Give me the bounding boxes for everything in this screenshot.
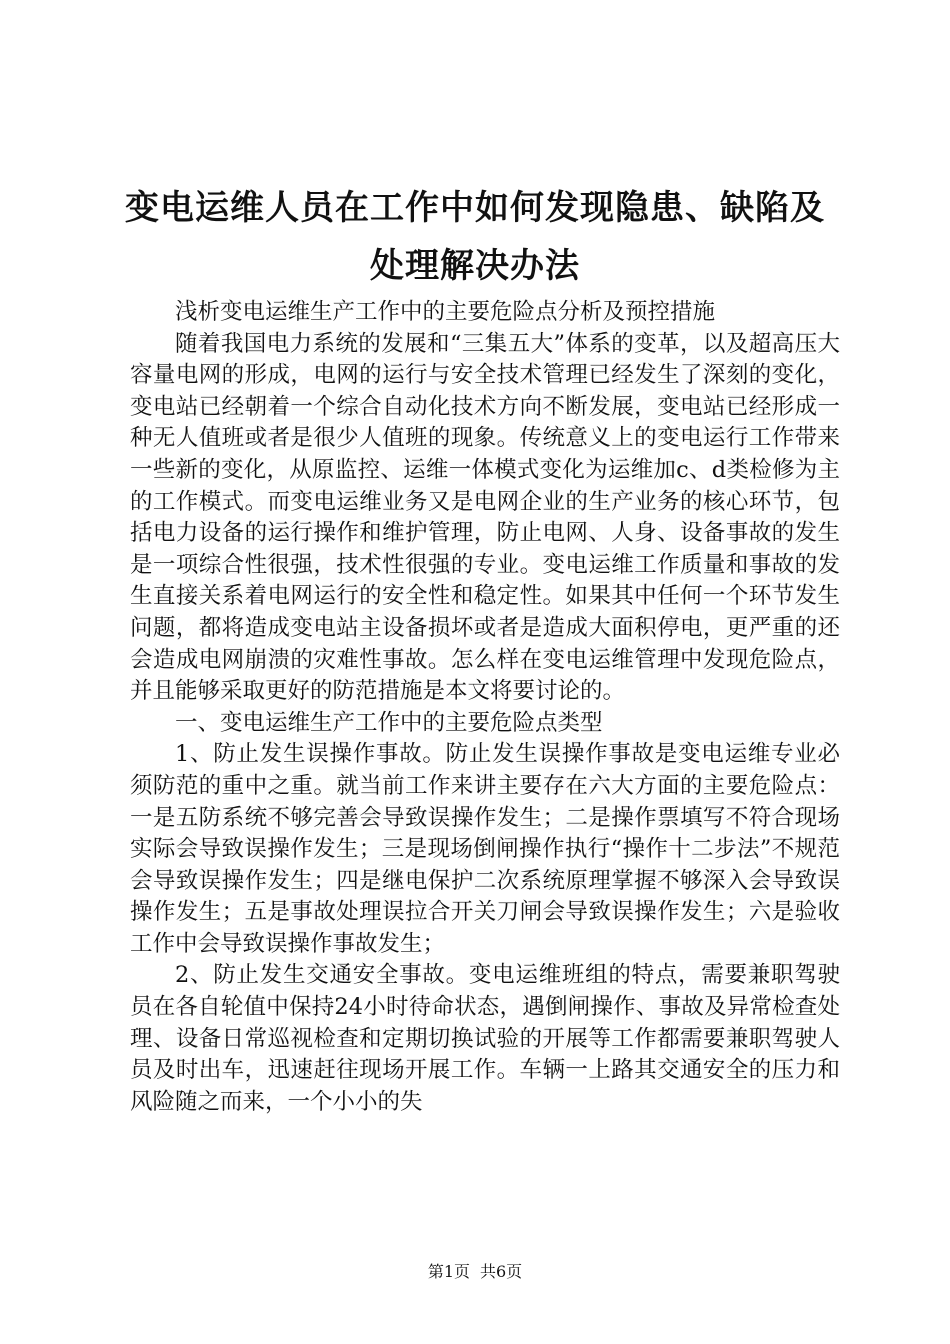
paragraph-intro: 随着我国电力系统的发展和“三集五大”体系的变革，以及超高压大容量电网的形成，电网的运行与安全技术管理已经发生了深刻的变化，变电站已经朝着一个综合自动化技术方向不断发展，变电站已经形成一种无人值班或者是很少人值班的现象。传统意义上的变电运行工作带来一些新的变化，从原监控、运维一体模式变化为运维加c、d类检修为主的工作模式。而变电运维业务又是电网企业的生产业务的核心环节，包括电力设备的运行操作和维护管理，防止电网、人身、设备事故的发生是一项综合性很强，技术性很强的专业。变电运维工作质量和事故的发生直接关系着电网运行的安全性和稳定性。如果其中任何一个环节发生问题，都将造成变电站主设备损坏或者是造成大面积停电，更严重的还会造成电网崩溃的灾难性事故。怎么样在变电运维管理中发现危险点，并且能够采取更好的防范措施是本文将要讨论的。 bbox=[130, 330, 840, 705]
page-number: 第1页 bbox=[427, 1262, 470, 1281]
page-footer bbox=[0, 1262, 950, 1282]
paragraph-traffic-safety: 2、防止发生交通安全事故。变电运维班组的特点，需要兼职驾驶员在各自轮值中保持24小时待命状态，遇倒闸操作、事故及异常检查处理、设备日常巡视检查和定期切换试验的开展等工作都需要兼职驾驶人员及时出车，迅速赶往现场开展工作。车辆一上路其交通安全的压力和风险随之而来，一个小小的失 bbox=[130, 962, 840, 1115]
document-subtitle: 浅析变电运维生产工作中的主要危险点分析及预控措施 bbox=[175, 299, 716, 325]
document-title-line-1: 变电运维人员在工作中如何发现隐患、缺陷及 bbox=[125, 188, 825, 228]
document-body bbox=[130, 297, 840, 1118]
section-heading-1: 一、变电运维生产工作中的主要危险点类型 bbox=[175, 709, 603, 736]
page-total: 共6页 bbox=[480, 1262, 523, 1281]
document-title-line-2: 处理解决办法 bbox=[370, 246, 580, 286]
paragraph-misoperation: 1、防止发生误操作事故。防止发生误操作事故是变电运维专业必须防范的重中之重。就当前工作来讲主要存在六大方面的主要危险点：一是五防系统不够完善会导致误操作发生；二是操作票填写不符合现场实际会导致误操作发生；三是现场倒闸操作执行“操作十二步法”不规范会导致误操作发生；四是继电保护二次系统原理掌握不够深入会导致误操作发生；五是事故处理误拉合开关刀闸会导致误操作发生；六是验收工作中会导致误操作事故发生； bbox=[130, 741, 840, 957]
